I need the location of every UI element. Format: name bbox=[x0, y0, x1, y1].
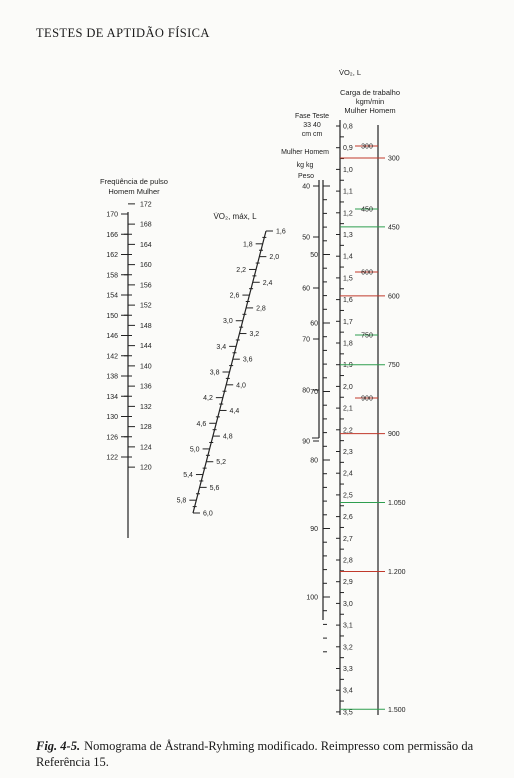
pulse-men-label: 162 bbox=[106, 252, 118, 259]
pulse-women-label: 172 bbox=[140, 201, 152, 209]
vo2-work-label: 3,0 bbox=[343, 600, 353, 608]
figure-caption-text: Nomograma de Åstrand-Ryhming modificado. Reimpresso com permissão da Referência 15. bbox=[36, 739, 474, 769]
page-header: TESTES DE APTIDÃO FÍSICA bbox=[36, 26, 210, 40]
pulse-scale-title: Freqüência de pulso bbox=[100, 177, 168, 186]
vo2max-ticks bbox=[177, 229, 286, 518]
weight-men-label: 80 bbox=[310, 457, 318, 465]
vo2max-left-label: 5,0 bbox=[189, 446, 200, 454]
workload-men-label: 900 bbox=[388, 431, 400, 439]
workload-women-label: 300 bbox=[361, 143, 373, 151]
workload-title-line-4: Mulher Homem bbox=[344, 106, 396, 115]
vo2max-right-label: 4,0 bbox=[236, 382, 246, 390]
pulse-men-label: 134 bbox=[106, 393, 118, 401]
pulse-women-label: 136 bbox=[140, 383, 152, 391]
weight-title-line-4: Mulher Homem bbox=[281, 149, 329, 156]
vo2max-right-label: 2,8 bbox=[256, 305, 266, 313]
vo2-work-label: 3,5 bbox=[343, 709, 353, 717]
vo2max-scale-title: V̇O₂, máx, L bbox=[213, 212, 257, 221]
workload-title-line-1: V̇O₂, L bbox=[338, 68, 362, 77]
workload-women-label: 750 bbox=[361, 332, 373, 340]
vo2max-right-label: 3,6 bbox=[242, 356, 253, 364]
vo2max-right-label: 5,6 bbox=[209, 484, 220, 492]
weight-women-label: 80 bbox=[302, 387, 310, 395]
weight-men-label: 100 bbox=[306, 594, 318, 602]
vo2-work-label: 2,0 bbox=[343, 383, 353, 391]
vo2-work-label: 2,2 bbox=[343, 427, 353, 435]
pulse-men-label: 130 bbox=[106, 414, 118, 421]
vo2-work-label: 1,0 bbox=[343, 166, 353, 174]
vo2-work-label: 1,1 bbox=[343, 188, 353, 196]
pulse-men-label: 154 bbox=[106, 292, 118, 300]
vo2max-left-label: 2,6 bbox=[229, 292, 240, 300]
pulse-men-label: 170 bbox=[106, 211, 118, 219]
vo2max-right-label: 3,2 bbox=[249, 331, 260, 339]
weight-men-label: 70 bbox=[310, 389, 318, 396]
vo2-work-label: 1,6 bbox=[343, 297, 353, 305]
pulse-women-label: 168 bbox=[140, 221, 152, 229]
workload-title-line-3: kgm/min bbox=[355, 97, 385, 106]
pulse-scale bbox=[100, 177, 168, 538]
pulse-men-label: 138 bbox=[106, 373, 118, 381]
weight-men-label: 60 bbox=[310, 320, 318, 328]
workload-men-label: 450 bbox=[388, 224, 400, 232]
vo2-work-label: 1,8 bbox=[343, 340, 353, 348]
weight-title-line-1: Fase Teste bbox=[294, 113, 330, 120]
vo2-work-label: 2,7 bbox=[343, 535, 353, 543]
vo2-work-label: 1,4 bbox=[343, 253, 353, 261]
weight-men-label: 50 bbox=[310, 252, 318, 259]
pulse-women-label: 120 bbox=[140, 464, 152, 472]
weight-title-line-2: 33 40 bbox=[303, 122, 321, 129]
vo2max-right-label: 5,2 bbox=[216, 459, 227, 467]
vo2max-right-label: 4,8 bbox=[222, 433, 233, 441]
pulse-men-label: 158 bbox=[106, 272, 118, 280]
vo2max-left-label: 1,8 bbox=[242, 241, 253, 249]
vo2max-right-label: 2,0 bbox=[269, 254, 280, 262]
pulse-men-label: 146 bbox=[106, 333, 118, 340]
vo2-work-label: 0,8 bbox=[343, 123, 353, 131]
vo2max-left-label: 4,6 bbox=[196, 420, 207, 428]
vo2-work-label: 3,2 bbox=[343, 644, 353, 652]
weight-women-label: 50 bbox=[302, 234, 310, 242]
pulse-men-label: 122 bbox=[106, 454, 118, 462]
workload-title-line-2: Carga de trabalho bbox=[339, 88, 401, 97]
workload-men-label: 750 bbox=[388, 362, 400, 370]
vo2max-left-label: 3,0 bbox=[223, 318, 233, 326]
pulse-men-label: 166 bbox=[106, 231, 118, 239]
pulse-women-label: 148 bbox=[140, 322, 152, 330]
vo2-work-label: 1,2 bbox=[343, 210, 353, 218]
pulse-women-label: 144 bbox=[140, 343, 152, 351]
vo2-work-label: 1,7 bbox=[343, 318, 353, 326]
workload-men-label: 300 bbox=[388, 155, 400, 163]
workload-men-label: 1.050 bbox=[388, 500, 406, 508]
vo2max-left-label: 3,8 bbox=[209, 369, 220, 377]
weight-ticks bbox=[302, 184, 330, 652]
pulse-women-label: 128 bbox=[140, 424, 152, 432]
vo2max-left-label: 3,4 bbox=[216, 343, 227, 351]
pulse-men-label: 150 bbox=[106, 312, 118, 320]
vo2-work-label: 3,4 bbox=[343, 687, 353, 695]
vo2-work-label: 1,9 bbox=[343, 362, 353, 370]
workload-women-label: 900 bbox=[361, 395, 373, 403]
weight-title-line-6: Peso bbox=[298, 173, 314, 180]
workload-men-label: 600 bbox=[388, 293, 400, 301]
weight-title-line-3: cm cm bbox=[301, 131, 323, 138]
weight-men-label: 90 bbox=[310, 526, 318, 533]
vo2max-right-label: 1,6 bbox=[276, 228, 286, 236]
vo2-work-label: 2,4 bbox=[343, 470, 353, 478]
pulse-men-label: 126 bbox=[106, 434, 118, 442]
pulse-women-label: 124 bbox=[140, 444, 152, 452]
workload-men-label: 1.200 bbox=[388, 568, 406, 576]
vo2max-scale bbox=[177, 212, 286, 518]
vo2-work-label: 2,1 bbox=[343, 405, 353, 413]
pulse-women-label: 164 bbox=[140, 241, 152, 249]
figure-caption bbox=[36, 738, 486, 770]
weight-women-label: 60 bbox=[302, 285, 310, 293]
vo2-work-label: 1,5 bbox=[343, 275, 353, 283]
vo2-work-label: 2,5 bbox=[343, 492, 353, 500]
pulse-women-label: 160 bbox=[140, 262, 152, 270]
workload-women-label: 450 bbox=[361, 206, 373, 214]
pulse-men-label: 142 bbox=[106, 353, 118, 361]
weight-title-line-5: kg kg bbox=[296, 162, 314, 169]
vo2max-right-label: 4,4 bbox=[229, 407, 240, 415]
vo2-work-label: 3,3 bbox=[343, 666, 353, 673]
vo2-work-label: 0,9 bbox=[343, 145, 353, 153]
vo2max-left-label: 5,4 bbox=[183, 472, 193, 480]
workload-scale bbox=[336, 68, 406, 716]
vo2max-left-label: 4,2 bbox=[203, 395, 213, 403]
pulse-women-label: 140 bbox=[140, 363, 152, 371]
workload-women-label: 600 bbox=[361, 269, 373, 277]
weight-women-label: 70 bbox=[302, 336, 310, 344]
vo2max-left-label: 5,8 bbox=[176, 497, 187, 505]
pulse-women-label: 132 bbox=[140, 403, 152, 411]
workload-men-label: 1.500 bbox=[388, 706, 406, 714]
pulse-ticks bbox=[106, 201, 151, 471]
vo2max-left-label: 2,2 bbox=[236, 266, 247, 274]
vo2max-right-label: 2,4 bbox=[262, 279, 273, 287]
vo2-work-label: 2,6 bbox=[343, 514, 353, 522]
vo2-work-label: 3,1 bbox=[343, 622, 353, 630]
pulse-women-label: 152 bbox=[140, 302, 152, 310]
vo2-work-label: 1,3 bbox=[343, 232, 353, 239]
figure-label: Fig. 4-5. bbox=[36, 739, 81, 753]
vo2-work-label: 2,8 bbox=[343, 557, 353, 565]
pulse-scale-subtitle: Homem Mulher bbox=[108, 187, 160, 196]
pulse-women-label: 156 bbox=[140, 282, 152, 290]
vo2-work-label: 2,3 bbox=[343, 449, 353, 456]
weight-women-label: 40 bbox=[302, 183, 310, 191]
weight-women-label: 90 bbox=[302, 438, 310, 446]
vo2-work-label: 2,9 bbox=[343, 579, 353, 587]
weight-scale bbox=[281, 113, 330, 652]
vo2max-right-label: 6,0 bbox=[203, 510, 213, 518]
workload-ticks bbox=[336, 124, 406, 717]
